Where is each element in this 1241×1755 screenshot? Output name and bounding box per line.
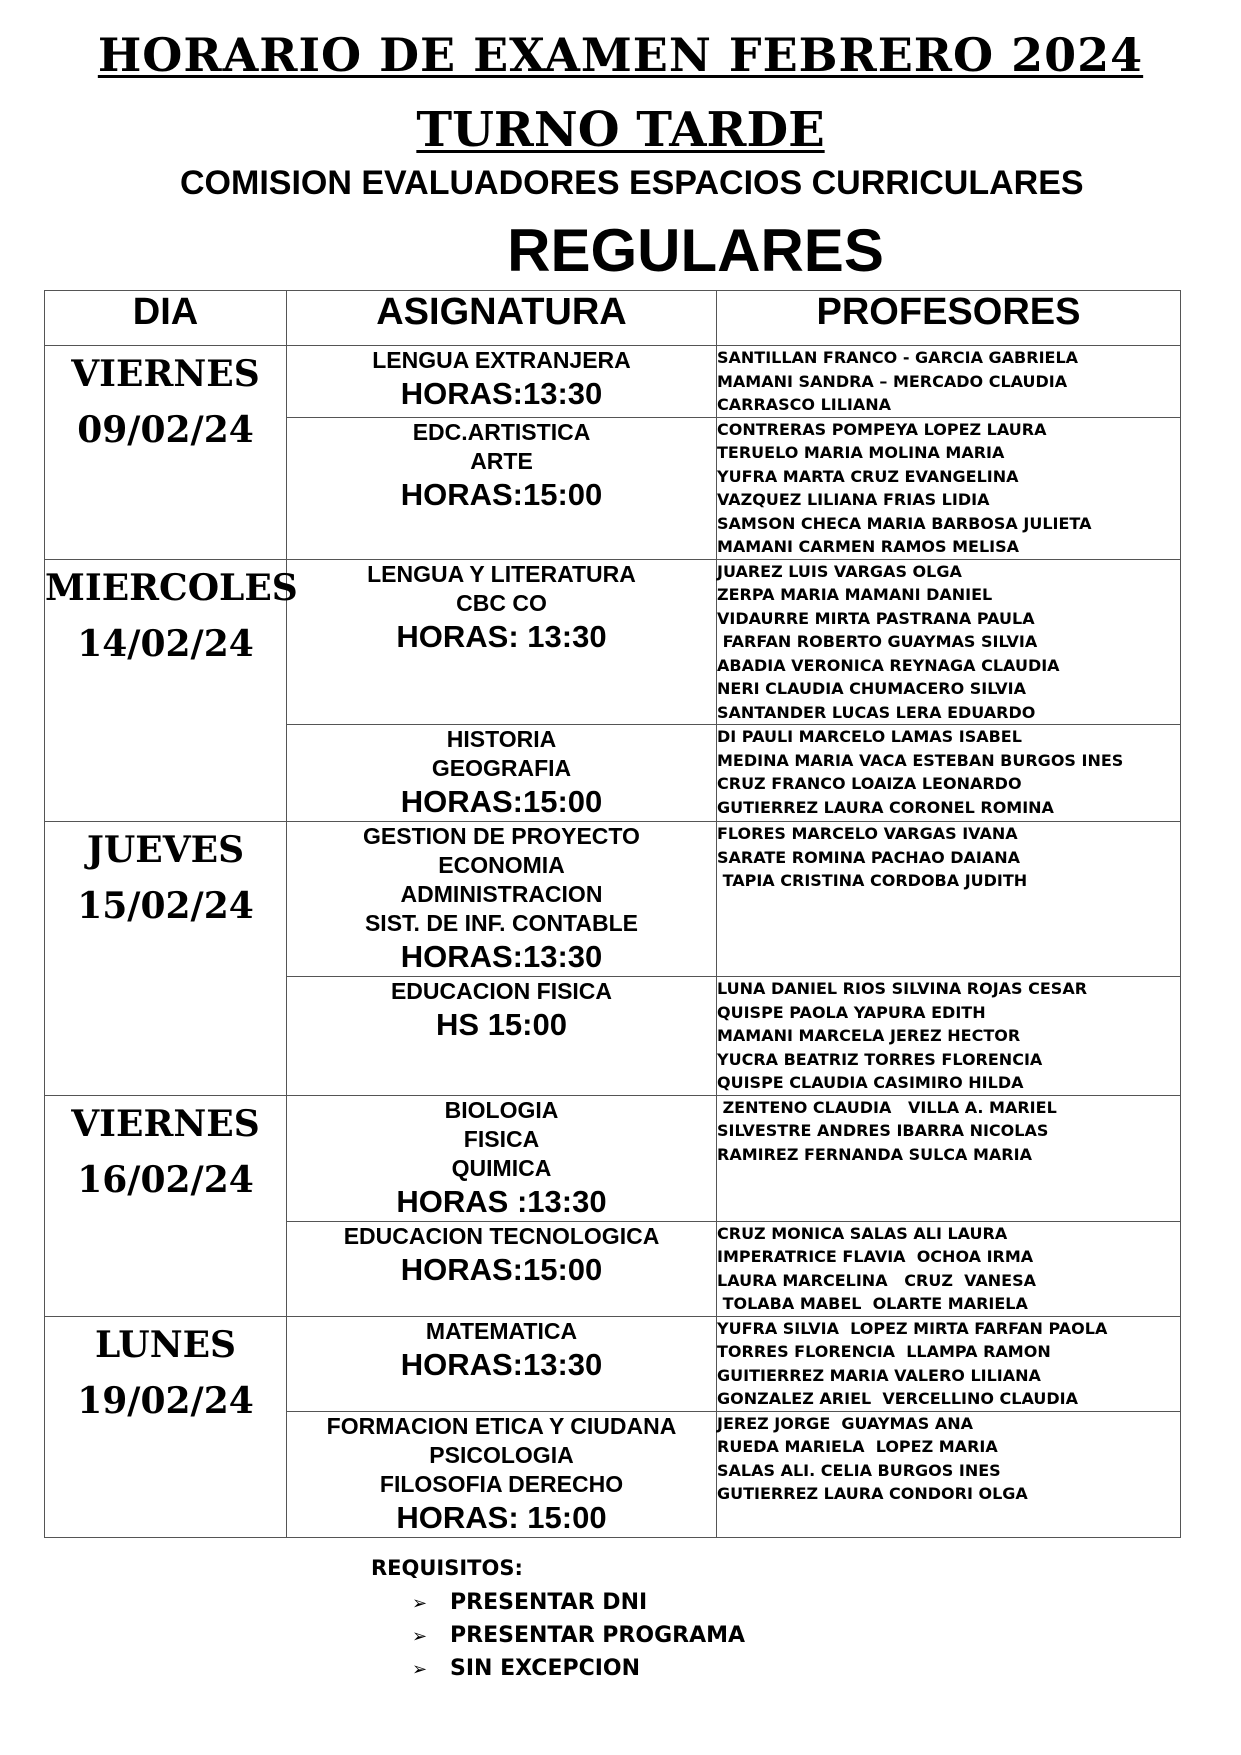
subject-name: EDUCACION FISICA — [390, 978, 613, 1004]
professors-cell — [717, 1221, 1181, 1316]
exam-time: HORAS: 15:00 — [396, 1499, 607, 1535]
day-cell — [45, 822, 287, 1096]
professor-line: MAMANI SANDRA – MERCADO CLAUDIA — [717, 371, 1068, 391]
table-row — [45, 822, 1181, 977]
professor-line: GUTIERREZ LAURA CORONEL ROMINA — [717, 797, 1054, 817]
requirement-text: PRESENTAR PROGRAMA — [450, 1623, 746, 1648]
schedule-body — [45, 346, 1181, 1538]
subject-name: FISICA — [463, 1125, 540, 1152]
requirement-item — [412, 1652, 745, 1685]
category-heading: REGULARES — [507, 217, 884, 284]
professor-line: LAURA MARCELINA CRUZ VANESA — [717, 1270, 1036, 1290]
subject-name: EDUCACION TECNOLOGICA — [343, 1222, 660, 1249]
professor-line: SAMSON CHECA MARIA BARBOSA JULIETA — [717, 513, 1092, 533]
day-cell — [45, 346, 287, 560]
subject-cell — [287, 977, 717, 1096]
professor-line: YUFRA SILVIA LOPEZ MIRTA FARFAN PAOLA — [717, 1318, 1108, 1338]
professors-cell — [717, 346, 1181, 418]
day-name: VIERNES — [71, 1102, 260, 1145]
day-date: 15/02/24 — [77, 885, 254, 927]
subject-name: FILOSOFIA DERECHO — [379, 1470, 624, 1497]
table-header-row — [45, 291, 1181, 346]
subject-cell — [287, 1221, 717, 1316]
professor-line: QUISPE PAOLA YAPURA EDITH — [717, 1002, 986, 1022]
professor-line: RUEDA MARIELA LOPEZ MARIA — [717, 1437, 998, 1456]
header-asignatura: ASIGNATURA — [287, 291, 717, 346]
subject-cell — [287, 1316, 717, 1411]
professor-line: DI PAULI MARCELO LAMAS ISABEL — [717, 727, 1022, 746]
professor-line: SANTILLAN FRANCO - GARCIA GABRIELA — [717, 348, 1079, 367]
exam-time: HS 15:00 — [436, 1007, 567, 1042]
professor-line: CRUZ FRANCO LOAIZA LEONARDO — [717, 774, 1022, 793]
arrow-bullet-icon: ➢ — [412, 1659, 428, 1680]
professor-line: CARRASCO LILIANA — [717, 395, 892, 414]
subject-name: QUIMICA — [451, 1154, 552, 1181]
subject-name: EDC.ARTISTICA — [412, 418, 591, 445]
header-profesores: PROFESORES — [717, 291, 1181, 346]
subject-cell — [287, 725, 717, 822]
professor-line: TORRES FLORENCIA LLAMPA RAMON — [717, 1342, 1051, 1361]
requirement-item — [412, 1619, 745, 1652]
subject-name: MATEMATICA — [425, 1317, 578, 1344]
day-cell — [45, 1095, 287, 1316]
requirement-text: PRESENTAR DNI — [450, 1590, 648, 1615]
day-date: 09/02/24 — [77, 409, 254, 451]
day-date: 16/02/24 — [77, 1158, 254, 1201]
day-cell — [45, 559, 298, 822]
professor-line: TAPIA CRISTINA CORDOBA JUDITH — [717, 871, 1028, 890]
professor-line: YUFRA MARTA CRUZ EVANGELINA — [717, 466, 1019, 486]
exam-schedule-table — [44, 290, 1181, 1538]
shift-title: TURNO TARDE — [416, 102, 825, 158]
subject-name: GESTION DE PROYECTO — [363, 823, 640, 849]
arrow-bullet-icon: ➢ — [412, 1593, 428, 1614]
professor-line: CRUZ MONICA SALAS ALI LAURA — [717, 1223, 1008, 1243]
professor-line: TERUELO MARIA MOLINA MARIA — [717, 443, 1005, 462]
requirements-list — [412, 1586, 745, 1685]
professor-line: GONZALEZ ARIEL VERCELLINO CLAUDIA — [717, 1389, 1078, 1408]
subject-name: SIST. DE INF. CONTABLE — [364, 910, 639, 936]
professor-line: GUTIERREZ LAURA CONDORI OLGA — [717, 1484, 1028, 1503]
professor-line: SILVESTRE ANDRES IBARRA NICOLAS — [717, 1121, 1049, 1140]
professor-line: VAZQUEZ LILIANA FRIAS LIDIA — [717, 490, 990, 509]
day-name: LUNES — [94, 1323, 237, 1366]
professor-line: SALAS ALI. CELIA BURGOS INES — [717, 1460, 1001, 1480]
day-date: 14/02/24 — [77, 622, 254, 665]
table-row — [45, 1095, 1181, 1221]
exam-time: HORAS:13:30 — [400, 1346, 603, 1382]
table-row — [45, 559, 1181, 725]
professor-line: RAMIREZ FERNANDA SULCA MARIA — [717, 1144, 1032, 1164]
professor-line: GUITIERREZ MARIA VALERO LILIANA — [717, 1365, 1041, 1385]
professor-line: CONTRERAS POMPEYA LOPEZ LAURA — [717, 419, 1047, 439]
professors-cell — [717, 1316, 1181, 1411]
professor-line: ZENTENO CLAUDIA VILLA A. MARIEL — [717, 1097, 1057, 1117]
exam-time: HORAS:13:30 — [400, 376, 603, 411]
requirements-title: REQUISITOS: — [371, 1556, 523, 1580]
subject-name: GEOGRAFIA — [431, 755, 572, 781]
subject-cell — [287, 559, 717, 725]
professor-line: MEDINA MARIA VACA ESTEBAN BURGOS INES — [717, 750, 1124, 770]
exam-time: HORAS:13:30 — [400, 939, 603, 974]
subject-cell — [287, 1095, 717, 1221]
subject-name: BIOLOGIA — [444, 1096, 559, 1123]
subject-cell — [287, 1411, 717, 1537]
professors-cell — [717, 725, 1181, 822]
day-name: JUEVES — [86, 829, 245, 871]
exam-time: HORAS :13:30 — [396, 1183, 607, 1219]
professor-line: YUCRA BEATRIZ TORRES FLORENCIA — [717, 1049, 1043, 1069]
subject-name: CBC CO — [456, 589, 547, 616]
page-title: HORARIO DE EXAMEN FEBRERO 2024 — [97, 28, 1144, 82]
exam-time: HORAS:15:00 — [400, 784, 603, 819]
exam-time: HORAS:15:00 — [400, 476, 603, 512]
professors-cell — [717, 559, 1181, 725]
professor-line: NERI CLAUDIA CHUMACERO SILVIA — [717, 679, 1026, 698]
professor-line: VIDAURRE MIRTA PASTRANA PAULA — [717, 608, 1035, 628]
professor-line: ABADIA VERONICA REYNAGA CLAUDIA — [717, 655, 1060, 675]
subject-name: PSICOLOGIA — [429, 1441, 574, 1468]
table-row — [45, 1316, 1181, 1411]
subject-name: HISTORIA — [446, 726, 557, 752]
professor-line: MAMANI MARCELA JEREZ HECTOR — [717, 1026, 1021, 1045]
header-dia: DIA — [45, 291, 287, 346]
subject-cell — [287, 346, 717, 418]
professors-cell — [717, 417, 1181, 559]
professors-cell — [717, 822, 1181, 977]
subject-cell — [287, 822, 717, 977]
day-name: MIERCOLES — [45, 566, 298, 609]
professors-cell — [717, 1411, 1181, 1537]
professor-line: SANTANDER LUCAS LERA EDUARDO — [717, 702, 1036, 722]
subject-name: ECONOMIA — [438, 852, 565, 878]
exam-time: HORAS:15:00 — [400, 1251, 603, 1287]
day-cell — [45, 1316, 287, 1537]
arrow-bullet-icon: ➢ — [412, 1626, 428, 1647]
subject-name: ADMINISTRACION — [400, 881, 603, 907]
professor-line: FLORES MARCELO VARGAS IVANA — [717, 824, 1018, 843]
professor-line: JUAREZ LUIS VARGAS OLGA — [717, 561, 962, 581]
professor-line: MAMANI CARMEN RAMOS MELISA — [717, 537, 1020, 556]
professors-cell — [717, 977, 1181, 1096]
subject-name: ARTE — [470, 447, 533, 474]
subject-cell — [287, 417, 717, 559]
requirement-item — [412, 1586, 745, 1619]
professor-line: LUNA DANIEL RIOS SILVINA ROJAS CESAR — [717, 979, 1088, 998]
professor-line: ZERPA MARIA MAMANI DANIEL — [717, 585, 993, 604]
table-row — [45, 346, 1181, 418]
subject-name: FORMACION ETICA Y CIUDANA — [326, 1412, 677, 1439]
professor-line: SARATE ROMINA PACHAO DAIANA — [717, 847, 1021, 867]
subject-name: LENGUA EXTRANJERA — [372, 347, 631, 373]
requirement-text: SIN EXCEPCION — [450, 1656, 641, 1681]
professor-line: QUISPE CLAUDIA CASIMIRO HILDA — [717, 1073, 1024, 1092]
day-name: VIERNES — [71, 353, 260, 395]
professor-line: FARFAN ROBERTO GUAYMAS SILVIA — [717, 632, 1038, 651]
commission-subtitle: COMISION EVALUADORES ESPACIOS CURRICULARES — [180, 164, 1084, 202]
professor-line: TOLABA MABEL OLARTE MARIELA — [717, 1294, 1028, 1313]
subject-name: LENGUA Y LITERATURA — [367, 560, 636, 587]
exam-time: HORAS: 13:30 — [396, 618, 607, 654]
professor-line: JEREZ JORGE GUAYMAS ANA — [717, 1413, 974, 1433]
day-date: 19/02/24 — [77, 1379, 254, 1422]
professor-line: IMPERATRICE FLAVIA OCHOA IRMA — [717, 1247, 1034, 1266]
professors-cell — [717, 1095, 1181, 1221]
